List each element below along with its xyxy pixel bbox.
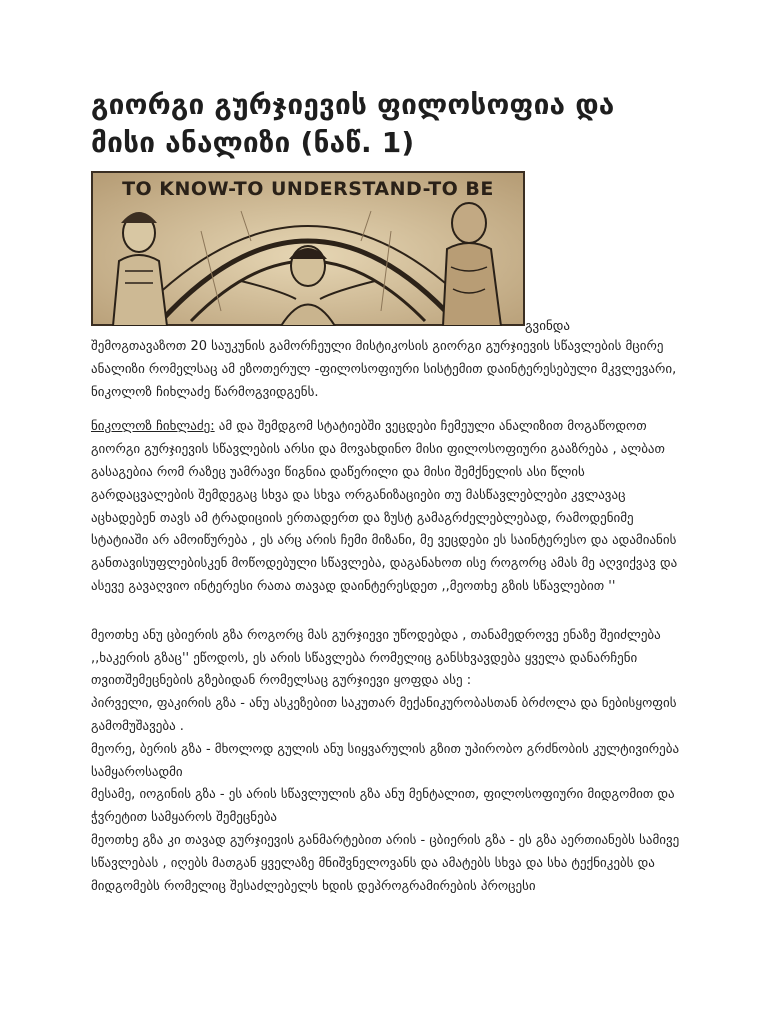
intro-lead-word: გვინდა bbox=[525, 319, 570, 334]
article-body bbox=[91, 336, 681, 898]
way-4-paragraph: მეოთხე გზა კი თავად გურჯიევის განმარტებით არის - ცბიერის გზა - ეს გზა აერთიანებს სამივე სწავლებას , იღებს მათგან ყველაზე მნიშვნელოვანს და ამატებს სხვა და სხა ტექნიკებს და მიდგომებს რომელიც შესაძლებელს ხდის დეპროგრამირების პროცესი bbox=[91, 832, 680, 894]
way-3-paragraph: მესამე, იოგინის გზა - ეს არის სწავლულის გზა ანუ მენტალით, ფილოსოფიური მიდგომით და ჭვრეტით სამყაროს შემეცნება bbox=[91, 787, 675, 826]
author-paragraph-text: ამ და შემდგომ სტატიებში ვეცდები ჩემეული ანალიზით მოგაწოდოთ გიორგი გურჯიევის სწავლების არსი და მოვახდინო მისი ფილოსოფიური გააზრება , ალბათ გასაგებია რომ რაზეც უამრავი წიგნია დაწერილი და მისი შემქნელის ასი წლის გარდაცვალების შემდეგაც სხვა და სხვა ორგანიზაციები თუ მასწავლებლები კვლავაც აცხადებენ თავს ამ ტრადიციის ერთადერთ და ზუსტ გამაგრძელებლებად, რამოდენიმე სტატიაში არ ამოიწურება , ეს არც არის ჩემი მიზანი, მე ვეცდები ეს საინტერესო და ადამიანის განთავისუფლებისკენ მოწოდებული სწავლება, დაგანახოთ ისე როგორც ამას მე აღვიქვავ და ასევე გავაღვიო ინტერესი რათა თავად დაინტერესდეთ ,,მეოთხე გზის სწავლებით '' bbox=[91, 419, 678, 594]
article-title: გიორგი გურჯიევის ფილოსოფია და მისი ანალიზი (ნაწ. 1) bbox=[91, 88, 615, 159]
article-illustration bbox=[91, 171, 525, 326]
intro-paragraph: შემოგთავაზოთ 20 საუკუნის გამორჩეული მისტიკოსის გიორგი გურჯიევის სწავლების მცირე ანალიზი რომელსაც ამ ეზოთერულ -ფილოსოფიური სისტემით დაინტერესებული მკვლევარი, ნიკოლოზ ჩიხლაძე წარმოგვიდგენს. bbox=[91, 339, 677, 400]
illustration-banner-text: TO KNOW-TO UNDERSTAND-TO BE bbox=[122, 178, 494, 200]
author-link[interactable]: ნიკოლოზ ჩიხლაძე: bbox=[91, 419, 215, 435]
way-2-paragraph: მეორე, ბერის გზა - მხოლოდ გულის ანუ სიყვარულის გზით უპირობო გრძნობის კულტივირება სამყაროსადმი bbox=[91, 741, 680, 780]
fourth-way-paragraph: მეოთხე ანუ ცბიერის გზა როგორც მას გურჯიევი უწოდებდა , თანამედროვე ენაზე შეიძლება ,,ხაკერის გზაც'' ეწოდოს, ეს არის სწავლება რომელიც განსხვავდება ყველა დანარჩენი თვითშემეცნების გზებიდან რომელსაც გურჯიევი ყოფდა ასე : bbox=[91, 627, 661, 689]
author-paragraph bbox=[91, 416, 681, 598]
way-1-paragraph: პირველი, ფაკირის გზა - ანუ ასკეზებით საკუთარ მექანიკურობასთან ბრძოლა და ნებისყოფის გამომუშავება . bbox=[91, 696, 677, 734]
